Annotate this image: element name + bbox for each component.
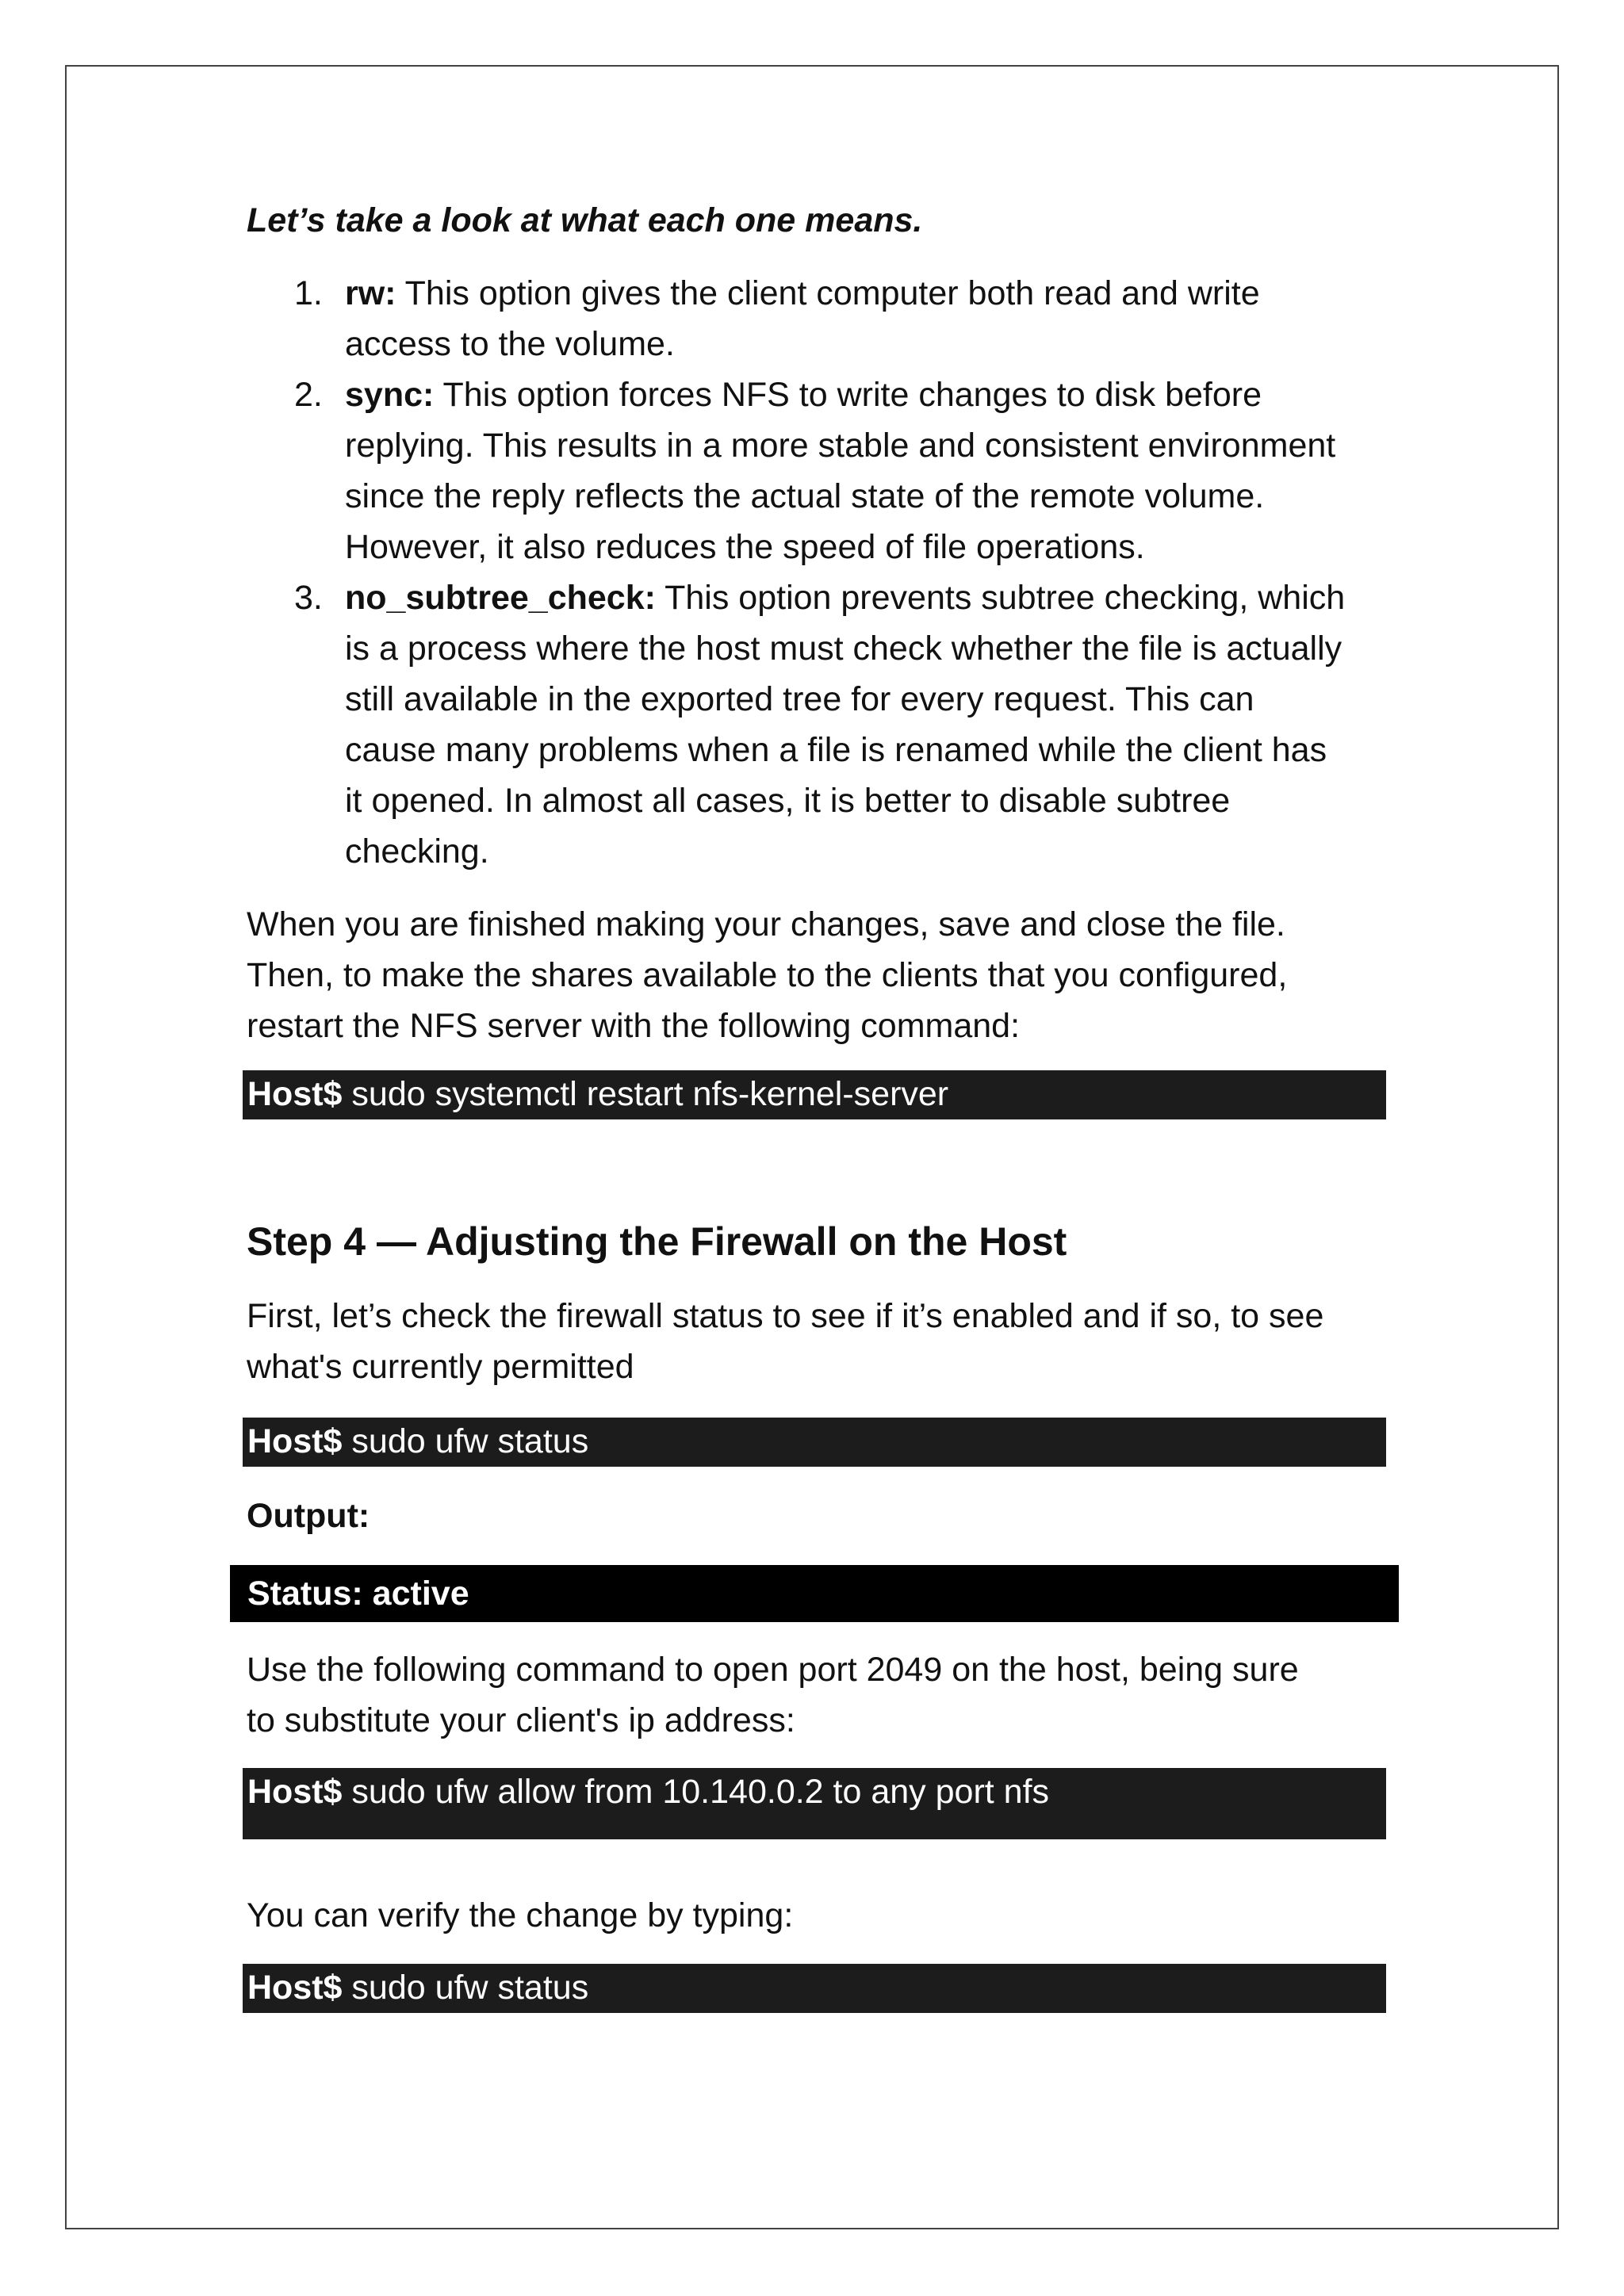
list-item-no-subtree-check: [294, 572, 1345, 623]
option-text: since the reply reflects the actual state of the remote volume.: [345, 477, 1265, 515]
option-term: sync:: [345, 376, 435, 414]
shell-prompt: Host$: [247, 1969, 343, 2007]
shell-prompt: Host$: [247, 1422, 343, 1460]
option-text: This option forces NFS to write changes to disk before: [434, 376, 1262, 414]
list-item-sync: [294, 369, 1262, 420]
option-text: it opened. In almost all cases, it is better to disable subtree: [345, 782, 1231, 820]
list-item-rw: [294, 268, 1260, 319]
option-text: This option prevents subtree checking, which: [655, 579, 1346, 617]
output-block: Status: active: [230, 1565, 1399, 1622]
shell-prompt: Host$: [247, 1075, 343, 1113]
option-text: This option gives the client computer both read and write: [396, 274, 1260, 312]
code-block-verify: [243, 1964, 1386, 2013]
option-text: However, it also reduces the speed of file operations.: [345, 528, 1145, 566]
intro-heading: Let’s take a look at what each one means.: [247, 201, 923, 239]
list-number: 2.: [294, 376, 323, 414]
list-number: 1.: [294, 274, 323, 312]
list-number: 3.: [294, 579, 323, 617]
option-text: is a process where the host must check whether the file is actually: [345, 629, 1342, 668]
paragraph-line: First, let’s check the firewall status to see if it’s enabled and if so, to see: [247, 1297, 1324, 1335]
shell-command: sudo ufw status: [342, 1422, 589, 1460]
paragraph-line: Then, to make the shares available to the clients that you configured,: [247, 956, 1288, 994]
option-term: no_subtree_check:: [345, 579, 656, 617]
code-block-restart: [243, 1070, 1386, 1119]
shell-command: sudo ufw status: [342, 1969, 589, 2007]
output-label: Output:: [247, 1497, 370, 1535]
paragraph-line: You can verify the change by typing:: [247, 1896, 794, 1934]
shell-command: sudo systemctl restart nfs-kernel-server: [342, 1075, 949, 1113]
option-text: replying. This results in a more stable and consistent environment: [345, 427, 1336, 465]
option-text: cause many problems when a file is renamed while the client has: [345, 731, 1327, 769]
paragraph-line: Use the following command to open port 2049 on the host, being sure: [247, 1651, 1299, 1689]
shell-prompt: Host$: [247, 1773, 343, 1811]
shell-command: sudo ufw allow from 10.140.0.2 to any port nfs: [342, 1773, 1050, 1811]
section-heading: Step 4 — Adjusting the Firewall on the Host: [247, 1219, 1067, 1264]
paragraph-line: When you are finished making your changes, save and close the file.: [247, 905, 1285, 943]
paragraph-line: what's currently permitted: [247, 1348, 634, 1386]
code-block-status: [243, 1418, 1386, 1467]
paragraph-line: restart the NFS server with the following command:: [247, 1007, 1021, 1045]
option-text: access to the volume.: [345, 325, 675, 363]
paragraph-line: to substitute your client's ip address:: [247, 1701, 795, 1739]
option-text: still available in the exported tree for every request. This can: [345, 680, 1254, 718]
code-block-allow: [243, 1768, 1386, 1839]
option-text: checking.: [345, 832, 489, 871]
option-term: rw:: [345, 274, 396, 312]
